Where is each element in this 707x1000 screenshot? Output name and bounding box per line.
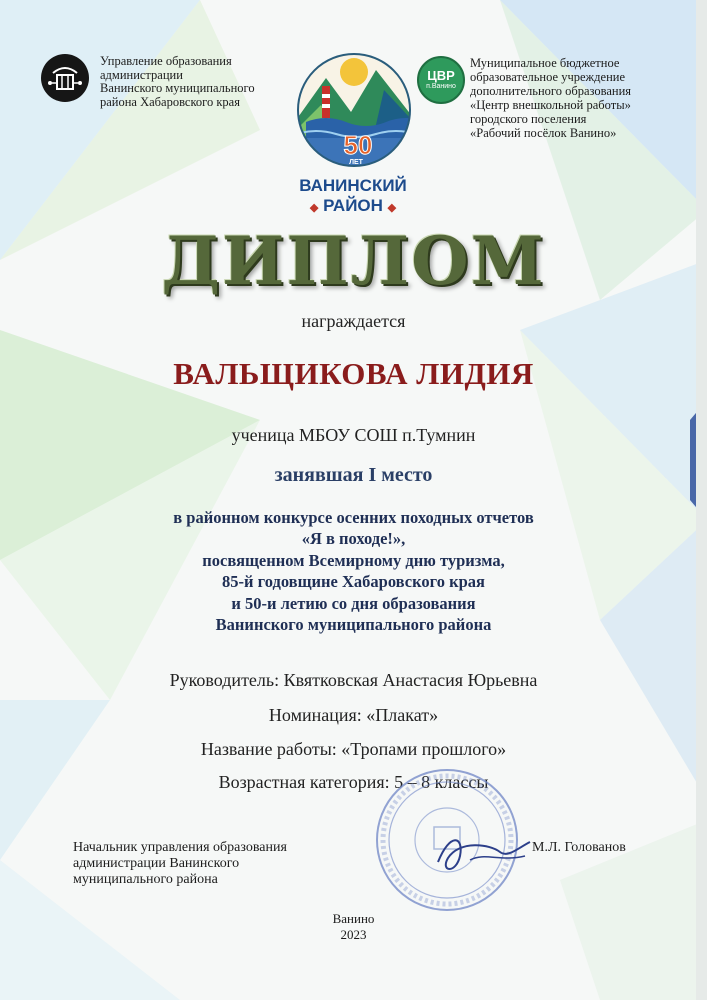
age-category: Возрастная категория: 5 – 8 классы: [218, 772, 489, 792]
place-text: занявшая I место: [274, 464, 433, 486]
nomination: Номинация: «Плакат»: [268, 705, 439, 725]
contest-description: [0, 507, 707, 635]
header-left-line: администрации: [100, 67, 183, 82]
header-right-line: «Центр внешкольной работы»: [470, 98, 631, 112]
signatory-name: М.Л. Голованов: [532, 840, 626, 855]
signature-scribble: [430, 822, 540, 882]
signatory-position-line: муниципального района: [73, 872, 218, 887]
diamond-icon: ◆: [309, 202, 319, 214]
header-left-organization: [100, 55, 255, 109]
awarded-label: награждается: [301, 311, 406, 331]
header-left-line: Управление образования: [100, 54, 232, 68]
signatory-position: [73, 840, 287, 888]
header-left-line: Ванинского муниципального: [100, 81, 255, 95]
contest-line: 85-й годовщине Хабаровского края: [222, 572, 485, 592]
cvr-logo-place: п.Ванино: [426, 83, 456, 90]
signatory-position-line: администрации Ванинского: [73, 856, 240, 871]
recipient-name: ВАЛЬЩИКОВА ЛИДИЯ: [173, 356, 534, 391]
district-name: [283, 176, 423, 218]
recipient-info: ученица МБОУ СОШ п.Тумнин: [231, 425, 476, 445]
district-name-line2: [283, 196, 423, 218]
page-title: ДИПЛОМ: [161, 222, 546, 300]
cvr-logo: [417, 56, 465, 104]
header-right-line: Муниципальное бюджетное: [470, 56, 620, 70]
district-emblem: [296, 50, 412, 168]
district-name-line1: ВАНИНСКИЙ: [299, 176, 407, 195]
contest-line: посвященном Всемирному дню туризма,: [202, 550, 505, 570]
emblem-years: 50: [343, 130, 373, 160]
contest-line: и 50-и летию со дня образования: [231, 593, 476, 613]
header-right-line: «Рабочий посёлок Ванино»: [470, 126, 617, 140]
header-right-line: дополнительного образования: [470, 84, 632, 98]
header-left-line: района Хабаровского края: [100, 94, 240, 109]
supervisor: Руководитель: Квятковская Анастасия Юрьевна: [169, 670, 538, 690]
contest-line: в районном конкурсе осенних походных отчетов: [173, 508, 534, 527]
footer-city: Ванино: [332, 911, 375, 926]
contest-line: Ванинского муниципального района: [215, 615, 492, 635]
emblem-years-label: ЛЕТ: [349, 159, 363, 166]
header-right-line: образовательное учреждение: [470, 70, 626, 84]
district-name-text: РАЙОН: [323, 196, 383, 215]
cvr-logo-abbr: ЦВР: [427, 68, 455, 83]
footer: [0, 911, 707, 943]
contest-line: «Я в походе!»,: [301, 529, 406, 549]
header-right-organization: [470, 56, 631, 140]
footer-year: 2023: [340, 927, 367, 942]
diamond-icon: ◆: [387, 202, 397, 214]
header-right-line: городского поселения: [470, 112, 587, 126]
work-title: Название работы: «Тропами прошлого»: [200, 739, 507, 759]
signatory-position-line: Начальник управления образования: [73, 840, 287, 855]
building-network-icon: [40, 53, 90, 103]
